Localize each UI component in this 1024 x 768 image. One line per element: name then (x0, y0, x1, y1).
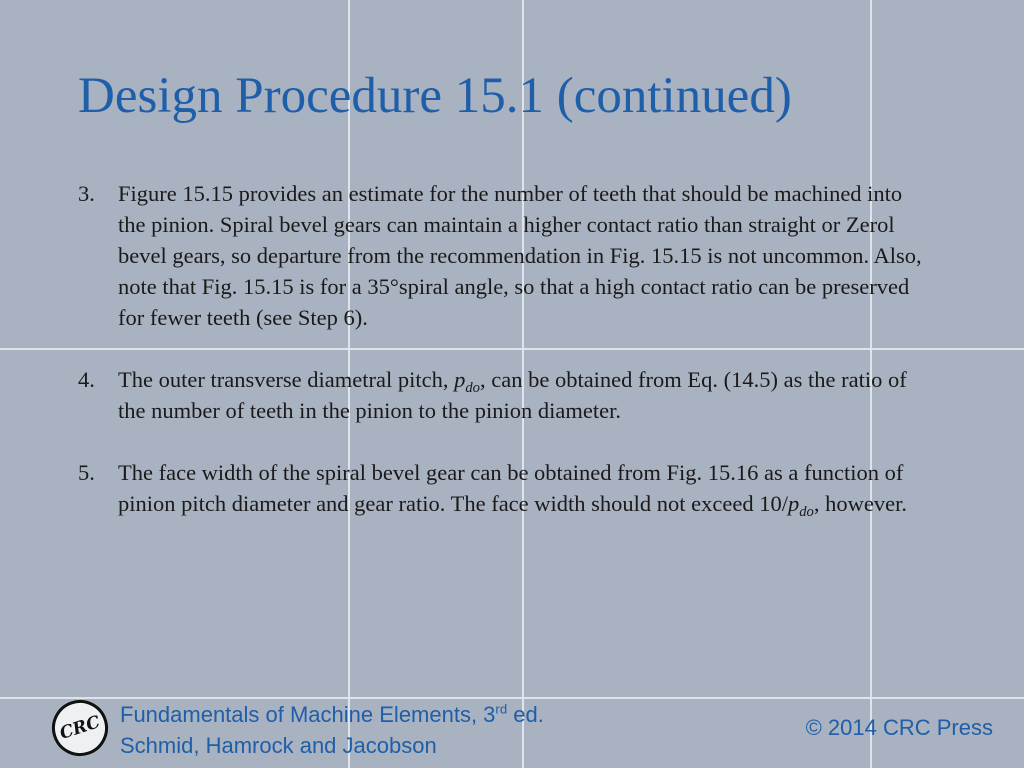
pitch-subscript: do (465, 380, 480, 397)
step-text-end: , can be obtained from Eq. (14.5) as the ratio of the number of teeth in the pinion to the pinion diameter. (118, 367, 907, 423)
edition-superscript: rd (495, 701, 508, 717)
step-item (78, 457, 928, 519)
step-number: 5. (78, 460, 95, 485)
copyright-text: © 2014 CRC Press (805, 715, 993, 740)
step-number: 4. (78, 367, 95, 392)
crc-logo: CRC (45, 693, 116, 764)
step-text (118, 364, 928, 426)
step-text: Figure 15.15 provides an estimate for the number of teeth that should be machined into the pinion. Spiral bevel gears can maintain a higher contact ratio than straight or Zerol bevel gears, so departure from the recommendation in Fig. 15.15 is not uncommon. Also, note that Fig. 15.15 is for a 35°spiral angle, so that a high contact ratio can be preserved for fewer teeth (see Step 6). (118, 181, 922, 330)
book-title: Fundamentals of Machine Elements, 3rd ed. (120, 701, 544, 727)
pitch-symbol: p (788, 491, 800, 516)
step-item (78, 178, 928, 333)
step-number: 3. (78, 181, 95, 206)
step-text-start: The face width of the spiral bevel gear can be obtained from Fig. 15.16 as a function of pinion pitch diameter and gear ratio. The face width should not exceed 10/ (118, 460, 904, 516)
book-citation (120, 699, 544, 761)
step-text (118, 457, 928, 519)
step-text-end: , however. (813, 491, 907, 516)
step-text-start: The outer transverse diametral pitch, (118, 367, 455, 392)
slide-title: Design Procedure 15.1 (continued) (78, 68, 792, 124)
procedure-steps (78, 178, 928, 550)
pitch-subscript: do (799, 504, 814, 521)
pitch-symbol: p (454, 367, 466, 392)
step-item (78, 364, 928, 426)
book-authors: Schmid, Hamrock and Jacobson (120, 733, 437, 758)
